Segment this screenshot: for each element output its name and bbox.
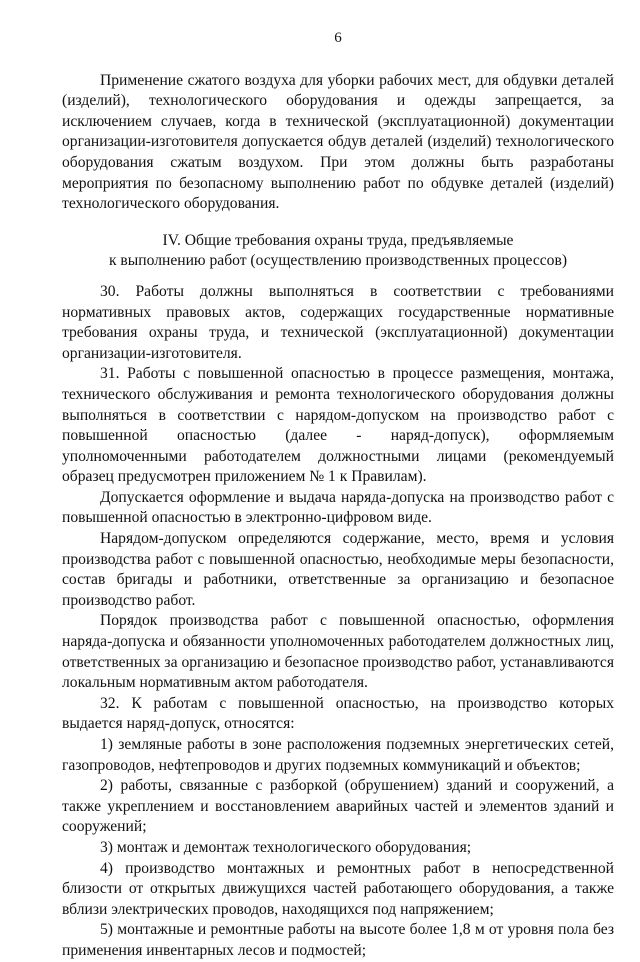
section-title-line-1: IV. Общие требования охраны труда, предъявляемые — [162, 231, 514, 249]
paragraph-30: 30. Работы должны выполняться в соответствии с требованиями нормативных правовых актов, содержащих государственные нормативные требования охраны труда, и технической (эксплуатационной) документации организации-изготовителя. — [62, 282, 614, 362]
section-title — [62, 231, 614, 272]
paragraph-32: 32. К работам с повышенной опасностью, на производство которых выдается наряд-допуск, относятся: — [62, 694, 614, 733]
section-title-line-2: к выполнению работ (осуществлению производственных процессов) — [108, 252, 568, 270]
paragraph-procedure: Порядок производства работ с повышенной опасностью, оформления наряда-допуска и обязанности уполномоченных работодателем должностных лиц, ответственных за организацию и безопасное производство работ, устанавливаются локальным нормативным актом работодателя. — [62, 612, 614, 692]
list-item-1: 1) земляные работы в зоне расположения подземных энергетических сетей, газопроводов, нефтепроводов и других подземных коммуникаций и объектов; — [62, 736, 614, 774]
list-item-5: 5) монтажные и ремонтные работы на высоте более 1,8 м от уровня пола без применения инвентарных лесов и подмостей; — [62, 921, 614, 959]
list-item-2: 2) работы, связанные с разборкой (обрушением) зданий и сооружений, а также укреплением и восстановлением аварийных частей и элементов зданий и сооружений; — [62, 777, 614, 836]
intro-paragraph: Применение сжатого воздуха для уборки рабочих мест, для обдувки деталей (изделий), технологического оборудования и одежды запрещается, за исключением случаев, когда в технической (эксплуатационной) документации организации-изготовителя допускается обдув деталей (изделий) технологического оборудования сжатым воздухом. При этом должны быть разработаны мероприятия по безопасному выполнению работ по обдувке деталей (изделий) технологического оборудования. — [62, 71, 614, 213]
page-number: 6 — [334, 30, 342, 46]
paragraph-31: 31. Работы с повышенной опасностью в процессе размещения, монтажа, технического обслуживания и ремонта технологического оборудования должны выполняться в соответствии с нарядом-допуском на производство работ с повышенной опасностью (далее - наряд-допуск), оформляемым уполномоченными работодателем должностными лицами (рекомендуемый образец предусмотрен приложением № 1 к Правилам). — [62, 365, 614, 486]
list-item-4: 4) производство монтажных и ремонтных работ в непосредственной близости от открытых движущихся частей работающего оборудования, а также вблизи электрических проводов, находящихся под напряжением; — [62, 859, 614, 918]
list-item-3: 3) монтаж и демонтаж технологического оборудования; — [100, 838, 472, 856]
paragraph-permit-defines: Нарядом-допуском определяются содержание, место, время и условия производства работ с повышенной опасностью, необходимые меры безопасности, состав бригады и работники, ответственные за организацию и безопасное производство работ. — [62, 530, 614, 609]
paragraph-electronic-permit: Допускается оформление и выдача наряда-допуска на производство работ с повышенной опасностью в электронно-цифровом виде. — [62, 488, 614, 527]
